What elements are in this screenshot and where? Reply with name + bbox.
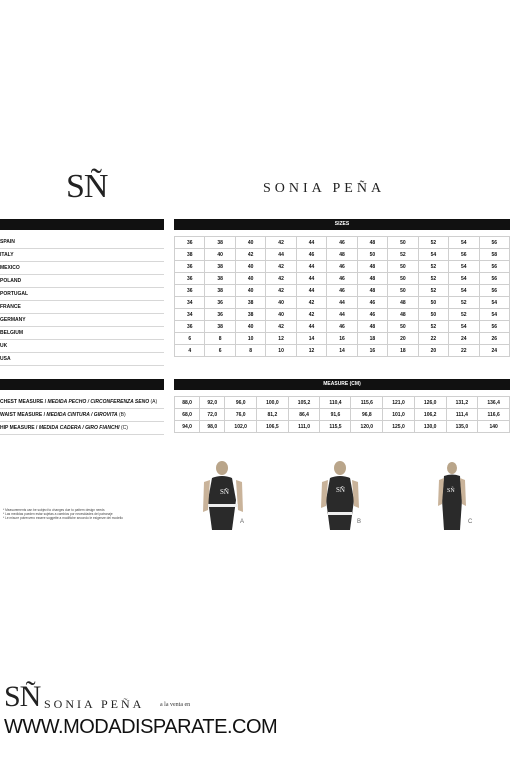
measure-cell: 136,4 xyxy=(478,397,510,409)
size-cell: 36 xyxy=(205,297,235,309)
size-cell: 50 xyxy=(418,297,448,309)
measure-cell: 106,2 xyxy=(414,409,446,421)
measure-row xyxy=(175,409,510,421)
size-cell: 10 xyxy=(235,333,265,345)
measure-cell: 86,4 xyxy=(288,409,320,421)
measure-label: CHEST MEASURE / MEDIDA PECHO / CIRCONFERENZA SENO (A) xyxy=(0,396,164,409)
measure-cell: 88,0 xyxy=(175,397,200,409)
figure-c-model xyxy=(436,460,468,530)
size-cell: 20 xyxy=(418,345,448,357)
size-row xyxy=(175,273,510,285)
size-cell: 52 xyxy=(418,285,448,297)
size-cell: 36 xyxy=(175,273,205,285)
size-cell: 48 xyxy=(388,297,418,309)
measure-header: MEASURE (CM) xyxy=(174,379,510,390)
size-cell: 42 xyxy=(266,285,296,297)
measure-cell: 106,5 xyxy=(257,421,289,433)
measure-cell: 98,0 xyxy=(200,421,225,433)
size-cell: 38 xyxy=(205,321,235,333)
note-line: * Measurements can be subject to changes due to pattern design needs xyxy=(3,508,105,512)
size-cell: 38 xyxy=(175,249,205,261)
measure-cell: 135,0 xyxy=(446,421,478,433)
measure-cell: 111,4 xyxy=(446,409,478,421)
size-cell: 40 xyxy=(266,309,296,321)
svg-text:SÑ: SÑ xyxy=(220,488,229,496)
measure-label: WAIST MEASURE / MEDIDA CINTURA / GIROVITA (B) xyxy=(0,409,164,422)
size-cell: 40 xyxy=(235,237,265,249)
size-cell: 44 xyxy=(266,249,296,261)
country-label: UK xyxy=(0,340,164,353)
size-cell: 54 xyxy=(449,237,479,249)
figure-b-label: B xyxy=(357,519,362,525)
measure-cell: 111,0 xyxy=(288,421,320,433)
measure-cell: 121,0 xyxy=(383,397,415,409)
size-cell: 58 xyxy=(479,249,509,261)
figure-c-label: C xyxy=(468,519,473,525)
size-cell: 44 xyxy=(296,285,326,297)
measure-labels xyxy=(0,396,164,435)
size-cell: 40 xyxy=(235,285,265,297)
size-cell: 42 xyxy=(296,309,326,321)
footer-tagline: a la venta en xyxy=(160,702,191,708)
measure-cell: 115,5 xyxy=(320,421,351,433)
size-cell: 6 xyxy=(205,345,235,357)
size-cell: 52 xyxy=(418,321,448,333)
size-cell: 46 xyxy=(327,237,357,249)
size-cell: 14 xyxy=(296,333,326,345)
footer-url[interactable]: WWW.MODADISPARATE.COM xyxy=(4,716,278,738)
country-label: USA xyxy=(0,353,164,366)
size-row xyxy=(175,345,510,357)
size-row xyxy=(175,285,510,297)
brand-name: SONIA PEÑA xyxy=(263,181,386,196)
size-cell: 50 xyxy=(388,321,418,333)
measure-cell: 81,2 xyxy=(257,409,289,421)
measure-cell: 110,4 xyxy=(320,397,351,409)
size-cell: 50 xyxy=(388,237,418,249)
size-cell: 50 xyxy=(418,309,448,321)
size-cell: 38 xyxy=(205,261,235,273)
measure-cell: 102,0 xyxy=(225,421,257,433)
measure-cell: 116,6 xyxy=(478,409,510,421)
measure-cell: 125,0 xyxy=(383,421,415,433)
country-label: BELGIUM xyxy=(0,327,164,340)
size-row xyxy=(175,249,510,261)
size-cell: 46 xyxy=(327,321,357,333)
measure-cell: 105,2 xyxy=(288,397,320,409)
measure-cell: 94,0 xyxy=(175,421,200,433)
size-cell: 52 xyxy=(449,309,479,321)
size-cell: 8 xyxy=(205,333,235,345)
size-cell: 54 xyxy=(449,321,479,333)
size-cell: 56 xyxy=(479,321,509,333)
size-cell: 56 xyxy=(479,237,509,249)
size-cell: 48 xyxy=(388,309,418,321)
size-cell: 44 xyxy=(296,321,326,333)
size-cell: 48 xyxy=(357,321,387,333)
size-cell: 36 xyxy=(175,285,205,297)
measure-cell: 101,0 xyxy=(383,409,415,421)
size-cell: 48 xyxy=(357,273,387,285)
measure-cell: 130,0 xyxy=(414,421,446,433)
size-cell: 48 xyxy=(357,261,387,273)
size-cell: 40 xyxy=(235,273,265,285)
size-cell: 38 xyxy=(205,273,235,285)
size-cell: 12 xyxy=(296,345,326,357)
size-cell: 56 xyxy=(479,261,509,273)
size-cell: 44 xyxy=(296,261,326,273)
size-cell: 52 xyxy=(418,261,448,273)
size-cell: 40 xyxy=(235,261,265,273)
size-cell: 52 xyxy=(418,273,448,285)
size-cell: 40 xyxy=(235,321,265,333)
size-cell: 56 xyxy=(479,273,509,285)
sizes-header: SIZES xyxy=(174,219,510,230)
country-label: MEXICO xyxy=(0,262,164,275)
size-row xyxy=(175,333,510,345)
size-cell: 24 xyxy=(479,345,509,357)
size-cell: 54 xyxy=(479,297,509,309)
size-cell: 42 xyxy=(266,273,296,285)
size-cell: 36 xyxy=(175,321,205,333)
size-cell: 24 xyxy=(449,333,479,345)
size-cell: 38 xyxy=(235,297,265,309)
size-cell: 34 xyxy=(175,297,205,309)
size-row xyxy=(175,321,510,333)
note-line: * Las medidas pueden estar sujetas a cambios por necesidades del patronaje xyxy=(3,512,113,517)
size-cell: 42 xyxy=(266,237,296,249)
size-cell: 46 xyxy=(327,285,357,297)
size-cell: 10 xyxy=(266,345,296,357)
brand-monogram: SÑ xyxy=(66,168,108,205)
size-cell: 56 xyxy=(479,285,509,297)
size-cell: 48 xyxy=(357,237,387,249)
size-row xyxy=(175,261,510,273)
measure-left-bar xyxy=(0,379,164,390)
size-cell: 54 xyxy=(449,285,479,297)
measure-cell: 92,0 xyxy=(200,397,225,409)
country-labels xyxy=(0,236,164,366)
measure-cell: 96,8 xyxy=(351,409,383,421)
svg-text:SÑ: SÑ xyxy=(447,488,455,494)
measure-cell: 68,0 xyxy=(175,409,200,421)
measure-cell: 72,0 xyxy=(200,409,225,421)
size-cell: 54 xyxy=(449,273,479,285)
size-cell: 54 xyxy=(418,249,448,261)
figure-a-label: A xyxy=(240,519,245,525)
size-cell: 52 xyxy=(418,237,448,249)
size-cell: 26 xyxy=(479,333,509,345)
size-cell: 4 xyxy=(175,345,205,357)
size-cell: 46 xyxy=(296,249,326,261)
svg-text:SÑ: SÑ xyxy=(336,486,345,494)
country-label: FRANCE xyxy=(0,301,164,314)
size-cell: 50 xyxy=(357,249,387,261)
measure-cell: 131,2 xyxy=(446,397,478,409)
size-cell: 44 xyxy=(327,309,357,321)
measure-grid xyxy=(174,396,510,433)
size-cell: 16 xyxy=(357,345,387,357)
notes xyxy=(3,508,193,521)
size-cell: 50 xyxy=(388,285,418,297)
size-cell: 40 xyxy=(205,249,235,261)
size-cell: 46 xyxy=(327,261,357,273)
size-row xyxy=(175,297,510,309)
size-cell: 44 xyxy=(296,237,326,249)
measure-cell: 100,0 xyxy=(257,397,289,409)
measure-row xyxy=(175,397,510,409)
size-cell: 36 xyxy=(175,261,205,273)
size-cell: 42 xyxy=(266,261,296,273)
size-cell: 56 xyxy=(449,249,479,261)
measure-label: HIP MEASURE / MEDIDA CADERA / GIRO FIANCHI (C) xyxy=(0,422,164,435)
size-cell: 48 xyxy=(327,249,357,261)
size-row xyxy=(175,309,510,321)
size-cell: 20 xyxy=(388,333,418,345)
size-cell: 50 xyxy=(388,273,418,285)
size-cell: 50 xyxy=(388,261,418,273)
figure-b-model xyxy=(318,460,362,530)
size-cell: 18 xyxy=(388,345,418,357)
country-label: SPAIN xyxy=(0,236,164,249)
measure-cell: 96,0 xyxy=(225,397,257,409)
size-cell: 46 xyxy=(357,309,387,321)
size-cell: 44 xyxy=(296,273,326,285)
size-cell: 46 xyxy=(327,273,357,285)
size-cell: 52 xyxy=(449,297,479,309)
size-cell: 42 xyxy=(296,297,326,309)
measure-cell: 120,0 xyxy=(351,421,383,433)
measure-row xyxy=(175,421,510,433)
size-cell: 36 xyxy=(205,309,235,321)
size-cell: 8 xyxy=(235,345,265,357)
country-label: PORTUGAL xyxy=(0,288,164,301)
size-cell: 52 xyxy=(388,249,418,261)
size-cell: 38 xyxy=(205,237,235,249)
sizes-grid xyxy=(174,236,510,357)
country-label: GERMANY xyxy=(0,314,164,327)
size-cell: 22 xyxy=(418,333,448,345)
size-cell: 54 xyxy=(479,309,509,321)
size-cell: 18 xyxy=(357,333,387,345)
footer-monogram: SÑ xyxy=(4,680,41,713)
size-cell: 40 xyxy=(266,297,296,309)
footer-brand: SONIA PEÑA xyxy=(44,697,145,711)
size-cell: 12 xyxy=(266,333,296,345)
size-cell: 16 xyxy=(327,333,357,345)
measure-cell: 76,0 xyxy=(225,409,257,421)
size-cell: 14 xyxy=(327,345,357,357)
size-cell: 46 xyxy=(357,297,387,309)
size-cell: 48 xyxy=(357,285,387,297)
measure-cell: 126,0 xyxy=(414,397,446,409)
size-cell: 42 xyxy=(235,249,265,261)
size-cell: 42 xyxy=(266,321,296,333)
size-cell: 54 xyxy=(449,261,479,273)
size-cell: 38 xyxy=(235,309,265,321)
measure-cell: 140 xyxy=(478,421,510,433)
measure-cell: 115,6 xyxy=(351,397,383,409)
country-label: ITALY xyxy=(0,249,164,262)
size-cell: 6 xyxy=(175,333,205,345)
size-cell: 34 xyxy=(175,309,205,321)
size-cell: 36 xyxy=(175,237,205,249)
size-cell: 44 xyxy=(327,297,357,309)
size-cell: 38 xyxy=(205,285,235,297)
country-label: POLAND xyxy=(0,275,164,288)
size-row xyxy=(175,237,510,249)
size-cell: 22 xyxy=(449,345,479,357)
measure-cell: 91,6 xyxy=(320,409,351,421)
sizes-left-bar xyxy=(0,219,164,230)
note-line: * Le misure potrevvero essere soggette a modifiche secondo le esigenze del modello xyxy=(3,516,123,521)
